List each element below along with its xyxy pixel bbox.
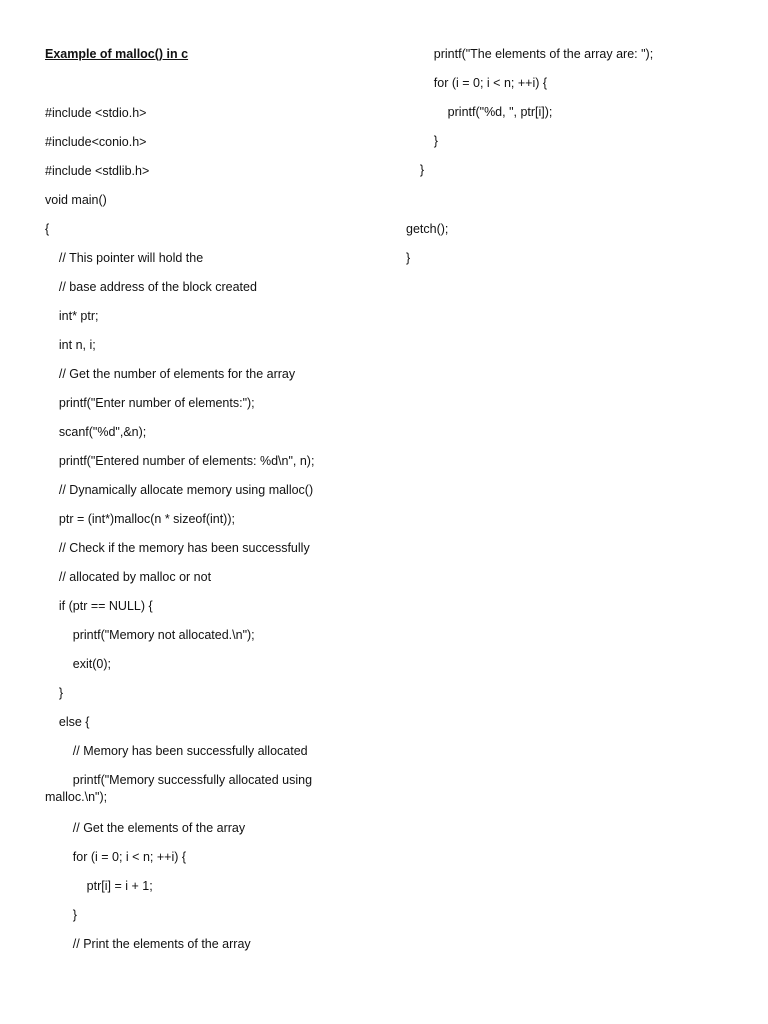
- code-line: void main(): [45, 193, 107, 207]
- code-line: if (ptr == NULL) {: [45, 599, 153, 613]
- code-line: ptr = (int*)malloc(n * sizeof(int));: [45, 512, 235, 526]
- code-line: printf("Memory not allocated.\n");: [45, 628, 255, 642]
- code-line: {: [45, 222, 50, 236]
- code-line: else {: [45, 715, 90, 729]
- code-line: }: [406, 134, 438, 148]
- code-line: printf("The elements of the array are: ");: [406, 47, 654, 61]
- code-line: printf("Entered number of elements: %d\n", n);: [45, 454, 315, 468]
- code-line: getch();: [406, 222, 449, 236]
- code-line: printf("Enter number of elements:");: [45, 396, 255, 410]
- code-line: int* ptr;: [45, 309, 99, 323]
- code-line: }: [406, 163, 425, 177]
- code-line: // Print the elements of the array: [45, 937, 251, 951]
- code-line: #include<conio.h>: [45, 135, 147, 149]
- document-title: Example of malloc() in c: [45, 47, 189, 61]
- code-line: // Memory has been successfully allocated: [45, 744, 308, 758]
- code-line: #include <stdio.h>: [45, 106, 147, 120]
- code-line: int n, i;: [45, 338, 96, 352]
- code-line: // Get the number of elements for the array: [45, 367, 296, 381]
- code-line: }: [45, 686, 64, 700]
- code-line: // This pointer will hold the: [45, 251, 204, 265]
- code-line: // Dynamically allocate memory using malloc(): [45, 483, 314, 497]
- code-line: printf("%d, ", ptr[i]);: [406, 105, 553, 119]
- code-line-wrapped: printf("Memory successfully allocated using malloc.\n");: [45, 773, 313, 804]
- code-line: }: [406, 251, 411, 265]
- code-line: // base address of the block created: [45, 280, 257, 294]
- code-line: exit(0);: [45, 657, 111, 671]
- code-line: ptr[i] = i + 1;: [45, 879, 153, 893]
- code-line: scanf("%d",&n);: [45, 425, 147, 439]
- code-line: for (i = 0; i < n; ++i) {: [406, 76, 548, 90]
- code-line: // allocated by malloc or not: [45, 570, 212, 584]
- code-line: }: [45, 908, 77, 922]
- code-line: #include <stdlib.h>: [45, 164, 150, 178]
- code-line: // Get the elements of the array: [45, 821, 246, 835]
- code-line: for (i = 0; i < n; ++i) {: [45, 850, 187, 864]
- code-line: // Check if the memory has been successfully: [45, 541, 310, 555]
